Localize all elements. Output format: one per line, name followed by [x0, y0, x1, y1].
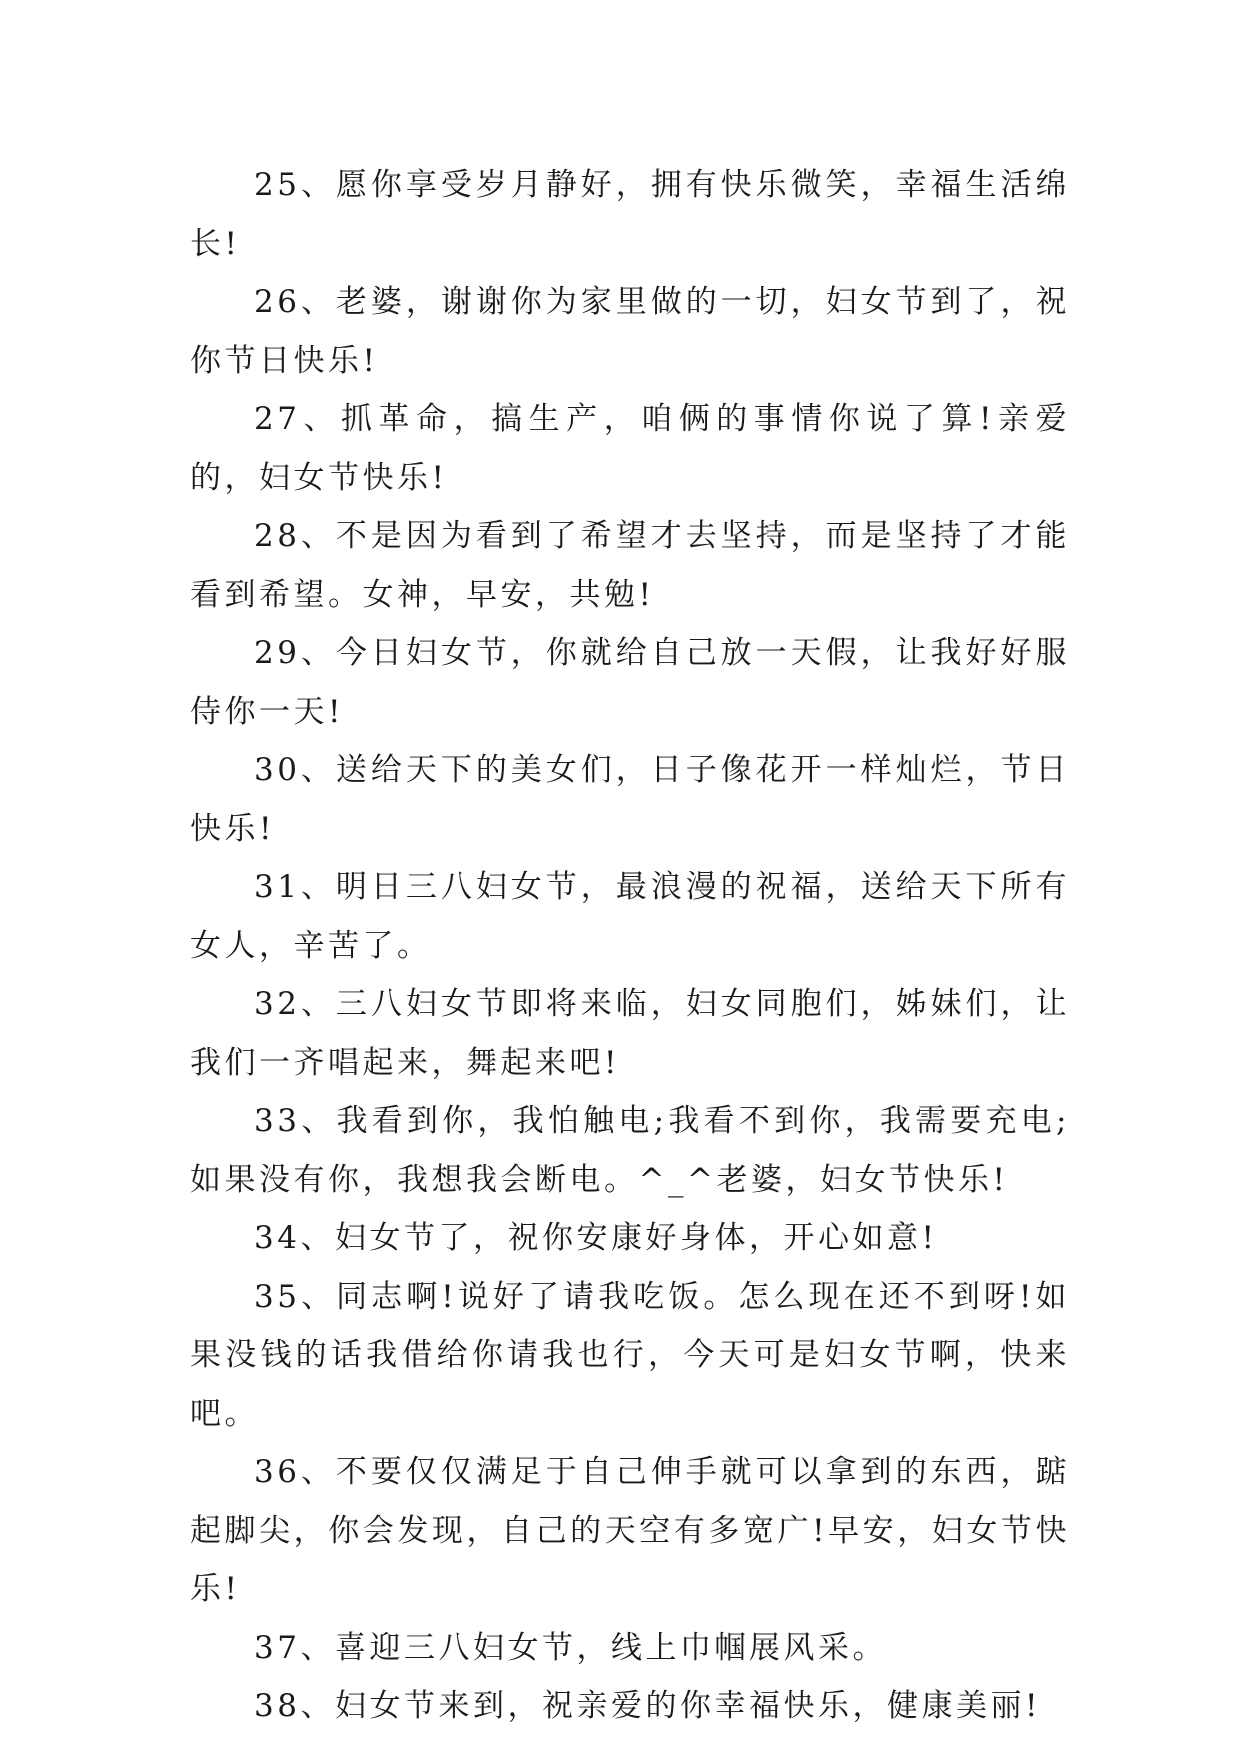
paragraph-26: 26、老婆，谢谢你为家里做的一切，妇女节到了，祝你节日快乐!	[190, 284, 1070, 379]
paragraph-28: 28、不是因为看到了希望才去坚持，而是坚持了才能看到希望。女神，早安，共勉!	[190, 518, 1070, 613]
paragraph-35: 35、同志啊!说好了请我吃饭。怎么现在还不到呀!如果没钱的话我借给你请我也行，今天可是妇女节啊，快来吧。	[190, 1278, 1070, 1432]
paragraph-38: 38、妇女节来到，祝亲爱的你幸福快乐，健康美丽!	[254, 1688, 1041, 1724]
paragraph-29: 29、今日妇女节，你就给自己放一天假，让我好好服侍你一天!	[190, 635, 1070, 730]
paragraph-27: 27、抓革命，搞生产，咱俩的事情你说了算!亲爱的，妇女节快乐!	[190, 401, 1070, 496]
document-body	[190, 156, 1070, 1736]
paragraph-33: 33、我看到你，我怕触电;我看不到你，我需要充电;如果没有你，我想我会断电。^_^老婆，妇女节快乐!	[190, 1103, 1070, 1198]
paragraph-25: 25、愿你享受岁月静好，拥有快乐微笑，幸福生活绵长!	[190, 167, 1070, 262]
paragraph-30: 30、送给天下的美女们，日子像花开一样灿烂，节日快乐!	[190, 752, 1070, 847]
paragraph-36: 36、不要仅仅满足于自己伸手就可以拿到的东西，踮起脚尖，你会发现，自己的天空有多宽广!早安，妇女节快乐!	[190, 1454, 1070, 1607]
paragraph-32: 32、三八妇女节即将来临，妇女同胞们，姊妹们，让我们一齐唱起来，舞起来吧!	[190, 986, 1070, 1081]
paragraph-31: 31、明日三八妇女节，最浪漫的祝福，送给天下所有女人，辛苦了。	[190, 869, 1070, 964]
paragraph-34: 34、妇女节了，祝你安康好身体，开心如意!	[254, 1220, 938, 1256]
paragraph-37: 37、喜迎三八妇女节，线上巾帼展风采。	[254, 1629, 887, 1666]
